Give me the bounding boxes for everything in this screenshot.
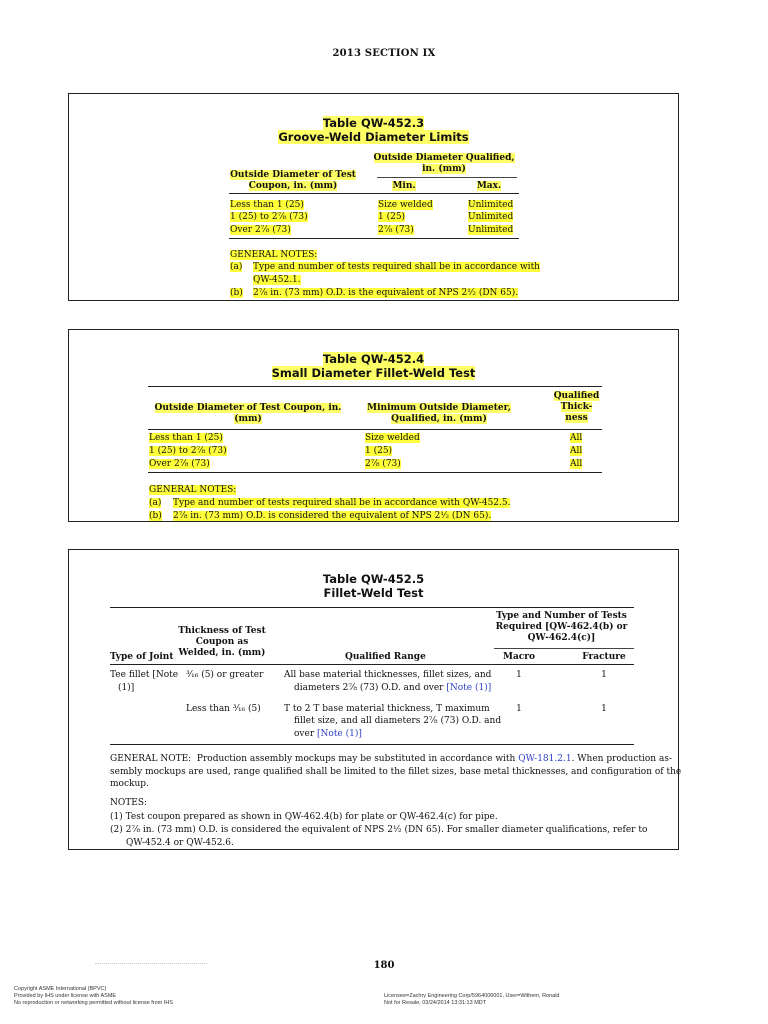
col-header-od: Outside Diameter of Test Coupon, in. (mm) (154, 403, 342, 424)
row-3-min: 2⁷⁄₈ (73) (378, 225, 414, 235)
table-subtitle: Small Diameter Fillet-Weld Test (271, 366, 476, 380)
row-1-range-cont: diameters 2⁷⁄₈ (73) O.D. and over [Note (1)] (294, 683, 492, 693)
col-header-min: Min. (392, 181, 416, 191)
note-a-label: (a) (230, 262, 243, 272)
row-2-range: T to 2 T base material thickness, T maximum (284, 704, 490, 714)
page-number: 180 (373, 960, 395, 971)
row-1-fracture: 1 (601, 670, 607, 680)
col-header-max: Max. (476, 181, 502, 191)
note-1-link[interactable]: [Note (1)] (317, 729, 362, 739)
general-note: GENERAL NOTE: Production assembly mockups may be substituted in accordance with QW-181.2.1. When production as- (110, 754, 672, 764)
notes-title: GENERAL NOTES: (149, 485, 237, 495)
group-rule (377, 177, 517, 178)
row-1-od: Less than 1 (25) (149, 433, 223, 443)
row-1-thickness: ³⁄₁₆ (5) or greater (186, 670, 264, 680)
table-title: Table QW-452.3 (322, 116, 425, 130)
note-b-label: (b) (230, 288, 243, 298)
table-subtitle: Fillet-Weld Test (323, 586, 424, 600)
table-qw-452-3 (68, 93, 679, 301)
row-3-max: Unlimited (468, 225, 514, 235)
running-header: 2013 SECTION IX (332, 48, 436, 59)
row-2-od: 1 (25) to 2⁷⁄₈ (73) (230, 212, 308, 222)
note-a: Type and number of tests required shall be in accordance with QW-452.5. (173, 498, 511, 508)
table-title: Table QW-452.5 (322, 572, 425, 586)
row-2-range-cont-2: over [Note (1)] (294, 729, 362, 739)
row-1-min: Size welded (378, 200, 433, 210)
table-subtitle: Groove-Weld Diameter Limits (278, 130, 469, 144)
col-header-min: Minimum Outside Diameter, Qualified, in. (mm) (367, 403, 511, 424)
row-2-max: Unlimited (468, 212, 514, 222)
row-3-q: All (570, 459, 583, 469)
col-header-thickness: Thickness of Test Coupon as Welded, in. (mm) (178, 626, 266, 658)
top-rule (148, 386, 602, 387)
footer-right-2: Not for Resale, 03/24/2014 13:31:13 MDT (384, 1000, 487, 1006)
notes-title: NOTES: (110, 798, 148, 808)
row-2-fracture: 1 (601, 704, 607, 714)
table-qw-452-5 (68, 549, 682, 850)
row-2-od: 1 (25) to 2⁷⁄₈ (73) (149, 446, 227, 456)
note-a-label: (a) (149, 498, 162, 508)
row-2-q: All (570, 446, 583, 456)
notes-title: GENERAL NOTES: (230, 250, 318, 260)
col-header-joint: Type of Joint (110, 652, 174, 662)
row-1-min: Size welded (365, 433, 420, 443)
header-rule (229, 193, 519, 194)
top-rule (110, 607, 634, 608)
qw-181-2-1-link[interactable]: QW-181.2.1 (518, 754, 572, 764)
row-3-min: 2⁷⁄₈ (73) (365, 459, 401, 469)
col-header-fracture: Fracture (582, 652, 626, 662)
joint-type: Tee fillet [Note (110, 670, 179, 680)
row-3-od: Over 2⁷⁄₈ (73) (230, 225, 291, 235)
row-2-min: 1 (25) (365, 446, 393, 456)
row-2-thickness: Less than ³⁄₁₆ (5) (186, 704, 261, 714)
bottom-rule (148, 472, 602, 473)
note-2: (2) 2⁷⁄₈ in. (73 mm) O.D. is considered the equivalent of NPS 2¹⁄₂ (DN 65). For smaller diameter qualifications, refer to (110, 825, 648, 835)
bottom-rule (110, 744, 634, 745)
joint-type-cont: (1)] (118, 683, 135, 693)
bottom-rule (229, 238, 519, 239)
footer-left-3: No reproduction or networking permitted without license from IHS (14, 1000, 173, 1006)
header-rule (110, 664, 634, 665)
col-header-group: Outside Diameter Qualified, in. (mm) (373, 153, 515, 174)
note-2-cont: QW-452.4 or QW-452.6. (126, 838, 234, 848)
header-rule (148, 429, 602, 430)
note-b: 2⁷⁄₈ in. (73 mm) O.D. is considered the equivalent of NPS 2¹⁄₂ (DN 65). (173, 511, 492, 521)
note-1-link[interactable]: [Note (1)] (446, 683, 492, 693)
col-header-macro: Macro (502, 652, 536, 662)
footer-left-1: Copyright ASME International (BPVC) (14, 986, 107, 992)
row-2-macro: 1 (516, 704, 522, 714)
note-1: (1) Test coupon prepared as shown in QW-462.4(b) for plate or QW-462.4(c) for pipe. (110, 812, 498, 822)
note-a-cont: QW-452.1. (253, 275, 301, 285)
footer-right-1: Licensee=Zachry Engineering Corp/5964006001, User=Withem, Ronald (384, 993, 560, 999)
footer-left-2: Provided by IHS under license with ASME (14, 993, 117, 999)
table-qw-452-4 (68, 329, 679, 522)
table-title: Table QW-452.4 (322, 352, 425, 366)
note-b-label: (b) (149, 511, 162, 521)
col-header-range: Qualified Range (345, 652, 426, 662)
row-1-macro: 1 (516, 670, 522, 680)
general-note-cont: sembly mockups are used, range qualified shall be limited to the fillet sizes, base metal thicknesses, and configuration of the (110, 767, 682, 777)
note-b: 2⁷⁄₈ in. (73 mm) O.D. is the equivalent of NPS 2¹⁄₂ (DN 65). (253, 288, 519, 298)
row-1-od: Less than 1 (25) (230, 200, 304, 210)
row-1-q: All (570, 433, 583, 443)
general-note-cont-2: mockup. (110, 779, 149, 789)
row-2-range-cont: fillet size, and all diameters 2⁷⁄₈ (73) O.D. and (294, 716, 502, 726)
col-header-od: Outside Diameter of Test Coupon, in. (mm) (230, 170, 356, 191)
row-1-range: All base material thicknesses, fillet sizes, and (284, 670, 492, 680)
note-a: Type and number of tests required shall be in accordance with (253, 262, 540, 272)
row-2-min: 1 (25) (378, 212, 406, 222)
col-header-qualified: Qualified Thick- ness (553, 391, 600, 423)
row-3-od: Over 2⁷⁄₈ (73) (149, 459, 210, 469)
group-rule (494, 648, 634, 649)
col-header-group: Type and Number of Tests Required [QW-462.4(b) or QW-462.4(c)] (495, 611, 628, 643)
row-1-max: Unlimited (468, 200, 514, 210)
